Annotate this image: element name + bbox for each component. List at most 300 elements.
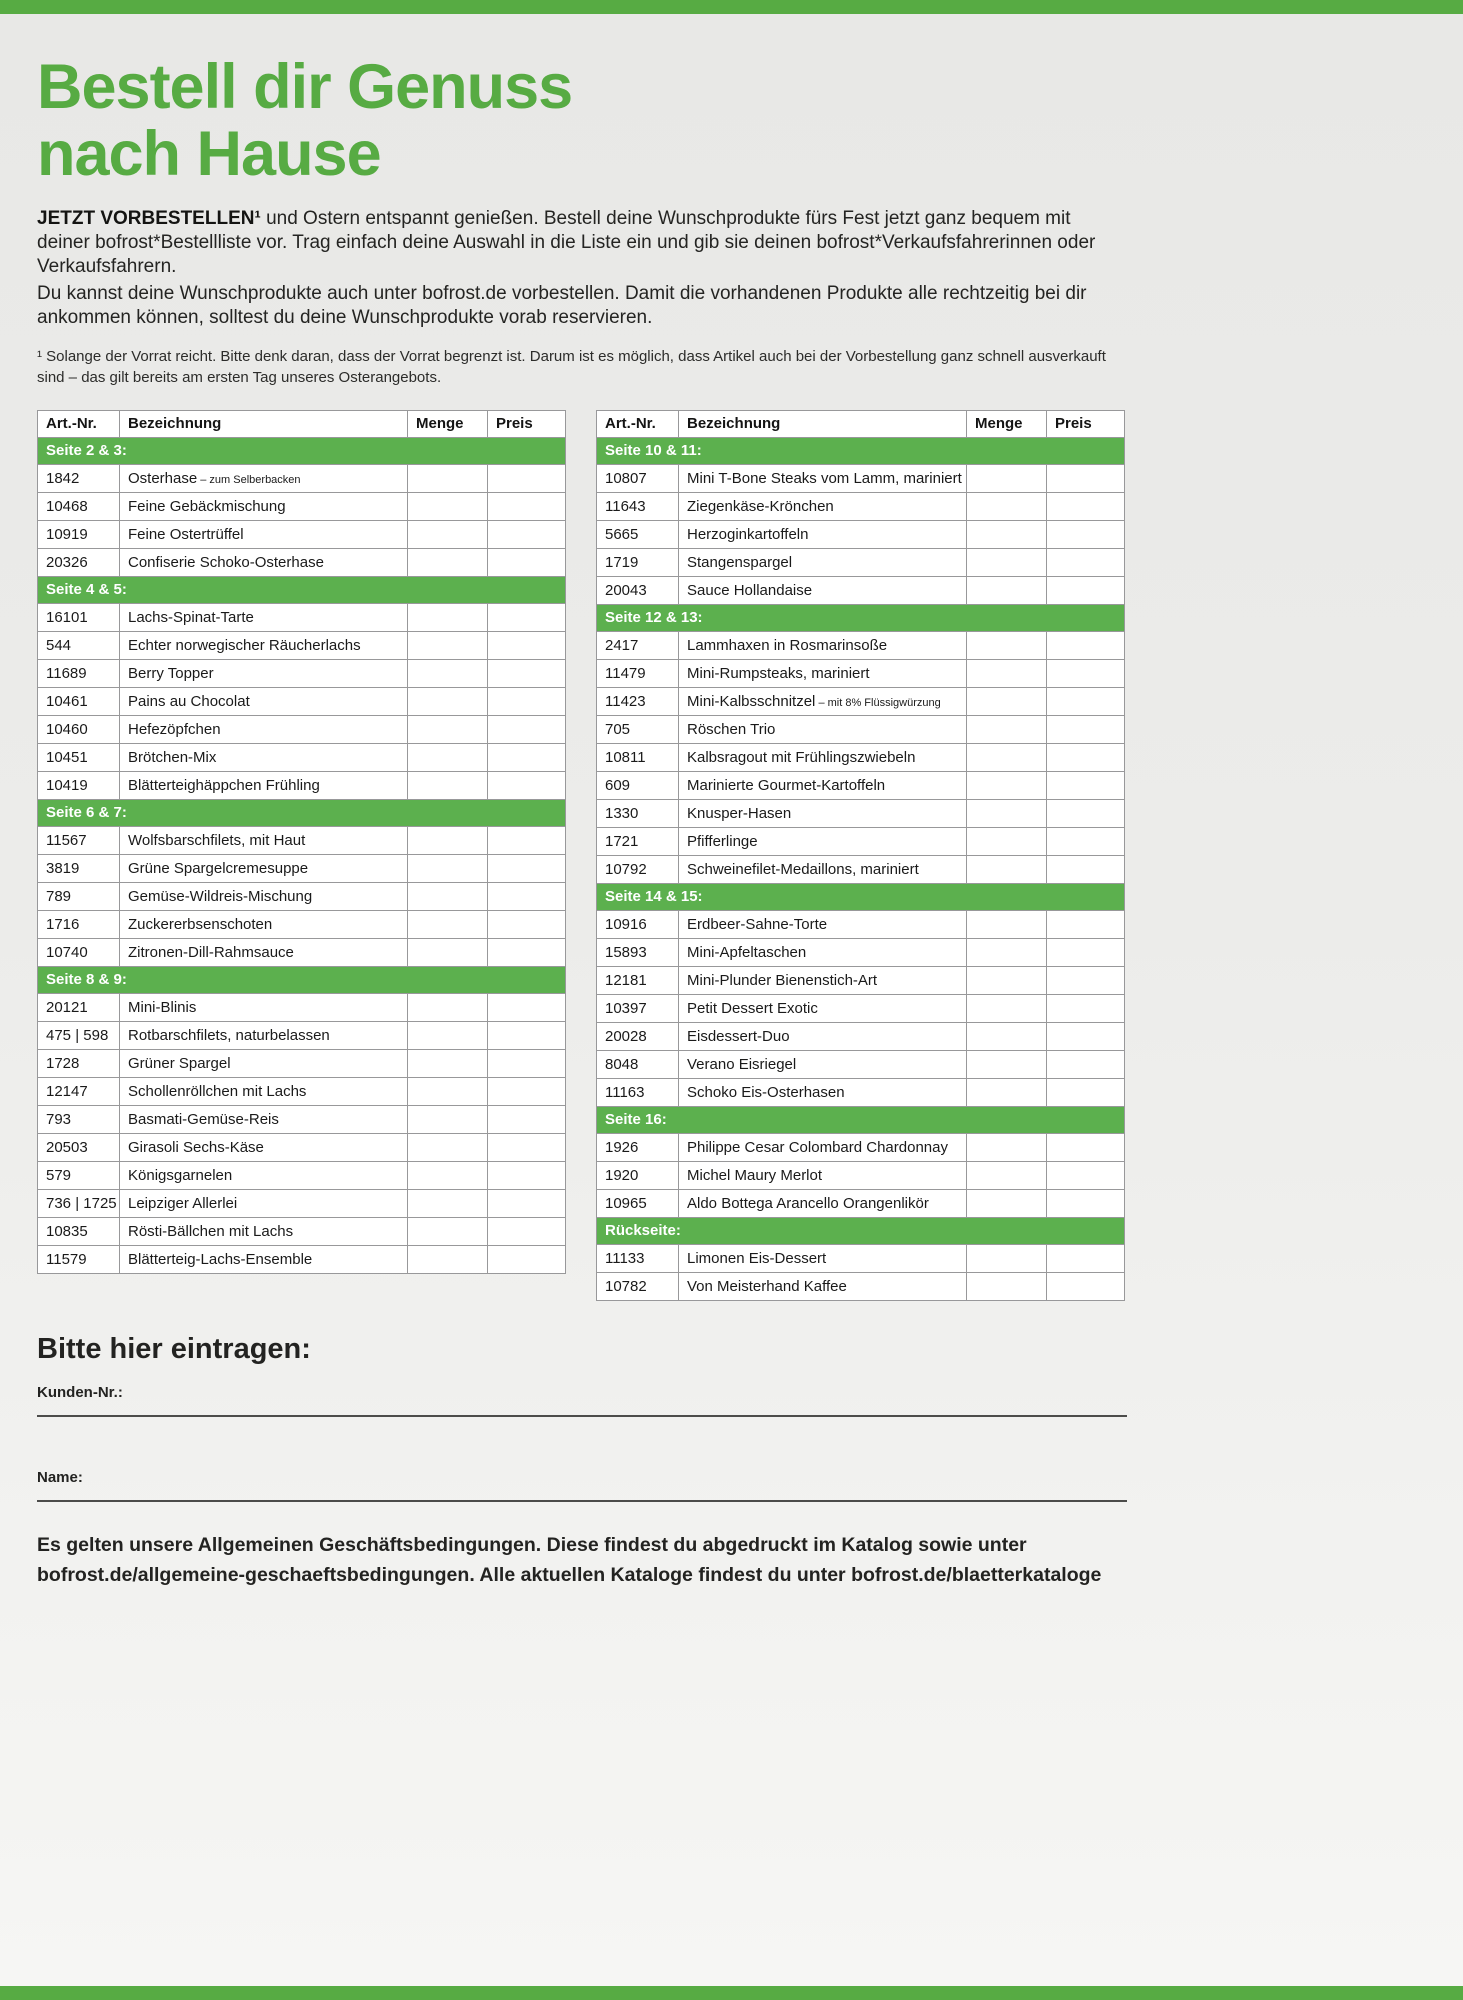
artnr-cell: 544 xyxy=(38,631,120,659)
product-note: – zum Selberbacken xyxy=(197,473,301,486)
menge-input-cell[interactable] xyxy=(408,492,488,520)
product-name-cell: Blätterteighäppchen Frühling xyxy=(120,771,408,799)
customer-number-label: Kunden-Nr.: xyxy=(37,1383,123,1401)
preis-input-cell[interactable] xyxy=(1047,1244,1125,1272)
artnr-cell: 20028 xyxy=(597,1022,679,1050)
product-name-cell: Königsgarnelen xyxy=(120,1161,408,1189)
artnr-cell: 793 xyxy=(38,1105,120,1133)
menge-input-cell[interactable] xyxy=(408,1049,488,1077)
product-name-cell: Feine Ostertrüffel xyxy=(120,520,408,548)
section-header-row xyxy=(597,1217,1125,1244)
section-header: Seite 2 & 3: xyxy=(38,437,566,464)
preis-input-cell[interactable] xyxy=(1047,576,1125,604)
menge-input-cell[interactable] xyxy=(408,771,488,799)
artnr-cell: 16101 xyxy=(38,603,120,631)
section-header: Seite 10 & 11: xyxy=(597,437,1125,464)
top-green-bar xyxy=(0,0,1463,14)
artnr-cell: 1719 xyxy=(597,548,679,576)
preis-input-cell[interactable] xyxy=(488,492,566,520)
column-header-artnr: Art.-Nr. xyxy=(597,410,679,437)
column-header-bezeichnung: Bezeichnung xyxy=(679,410,967,437)
artnr-cell: 8048 xyxy=(597,1050,679,1078)
artnr-cell: 11479 xyxy=(597,659,679,687)
preis-input-cell[interactable] xyxy=(1047,771,1125,799)
product-name-cell: Basmati-Gemüse-Reis xyxy=(120,1105,408,1133)
artnr-cell: 20503 xyxy=(38,1133,120,1161)
preis-input-cell[interactable] xyxy=(1047,520,1125,548)
table-row xyxy=(38,882,566,910)
table-row xyxy=(597,576,1125,604)
table-row xyxy=(38,520,566,548)
table-row xyxy=(38,603,566,631)
artnr-cell: 705 xyxy=(597,715,679,743)
product-name-cell: Ziegenkäse-Krönchen xyxy=(679,492,967,520)
table-row xyxy=(38,1049,566,1077)
bottom-green-bar xyxy=(0,1986,1463,2000)
menge-input-cell[interactable] xyxy=(408,464,488,492)
table-row xyxy=(38,993,566,1021)
artnr-cell: 10811 xyxy=(597,743,679,771)
preis-input-cell[interactable] xyxy=(488,938,566,966)
artnr-cell: 10835 xyxy=(38,1217,120,1245)
preis-input-cell[interactable] xyxy=(488,1161,566,1189)
table-header-row xyxy=(597,410,1125,437)
table-row xyxy=(597,855,1125,883)
artnr-cell: 11579 xyxy=(38,1245,120,1273)
table-row xyxy=(597,548,1125,576)
table-row xyxy=(597,464,1125,492)
product-name-cell: Hefezöpfchen xyxy=(120,715,408,743)
table-row xyxy=(38,687,566,715)
order-tables xyxy=(37,410,1127,1301)
menge-input-cell[interactable] xyxy=(967,548,1047,576)
menge-input-cell[interactable] xyxy=(408,1133,488,1161)
menge-input-cell[interactable] xyxy=(408,854,488,882)
artnr-cell: 12181 xyxy=(597,966,679,994)
menge-input-cell[interactable] xyxy=(408,520,488,548)
order-table-left xyxy=(37,410,566,1274)
preis-input-cell[interactable] xyxy=(488,1105,566,1133)
table-row xyxy=(38,492,566,520)
fill-in-heading: Bitte hier eintragen: xyxy=(37,1332,311,1365)
menge-input-cell[interactable] xyxy=(967,771,1047,799)
table-row xyxy=(38,826,566,854)
preis-input-cell[interactable] xyxy=(488,1049,566,1077)
table-row xyxy=(38,548,566,576)
preis-input-cell[interactable] xyxy=(488,993,566,1021)
section-header-row xyxy=(597,437,1125,464)
column-header-preis: Preis xyxy=(488,410,566,437)
section-header: Rückseite: xyxy=(597,1217,1125,1244)
artnr-cell: 10460 xyxy=(38,715,120,743)
product-name-cell: Wolfsbarschfilets, mit Haut xyxy=(120,826,408,854)
menge-input-cell[interactable] xyxy=(967,464,1047,492)
intro-paragraph-1 xyxy=(37,207,1127,279)
menge-input-cell[interactable] xyxy=(967,910,1047,938)
section-header-row xyxy=(597,604,1125,631)
table-row xyxy=(597,771,1125,799)
preis-input-cell[interactable] xyxy=(488,659,566,687)
artnr-cell: 11163 xyxy=(597,1078,679,1106)
artnr-cell: 10782 xyxy=(597,1272,679,1300)
product-name-cell: Rotbarschfilets, naturbelassen xyxy=(120,1021,408,1049)
table-row xyxy=(38,938,566,966)
product-name-cell: Kalbsragout mit Frühlingszwiebeln xyxy=(679,743,967,771)
preis-input-cell[interactable] xyxy=(1047,464,1125,492)
section-header-row xyxy=(38,437,566,464)
table-row xyxy=(38,743,566,771)
artnr-cell: 11689 xyxy=(38,659,120,687)
preis-input-cell[interactable] xyxy=(1047,910,1125,938)
column-header-artnr: Art.-Nr. xyxy=(38,410,120,437)
table-row xyxy=(38,1217,566,1245)
menge-input-cell[interactable] xyxy=(408,1161,488,1189)
table-header-row xyxy=(38,410,566,437)
table-row xyxy=(597,715,1125,743)
table-row xyxy=(38,910,566,938)
section-header-row xyxy=(597,883,1125,910)
table-row xyxy=(597,827,1125,855)
menge-input-cell[interactable] xyxy=(967,1133,1047,1161)
product-name-cell: Feine Gebäckmischung xyxy=(120,492,408,520)
preis-input-cell[interactable] xyxy=(1047,966,1125,994)
preis-input-cell[interactable] xyxy=(1047,659,1125,687)
preis-input-cell[interactable] xyxy=(488,882,566,910)
product-name-cell: Lammhaxen in Rosmarinsoße xyxy=(679,631,967,659)
table-row xyxy=(38,854,566,882)
table-row xyxy=(597,799,1125,827)
table-row xyxy=(597,1050,1125,1078)
artnr-cell: 20326 xyxy=(38,548,120,576)
preis-input-cell[interactable] xyxy=(1047,1050,1125,1078)
product-name-cell: Von Meisterhand Kaffee xyxy=(679,1272,967,1300)
table-row xyxy=(38,659,566,687)
product-name-cell: Stangenspargel xyxy=(679,548,967,576)
preis-input-cell[interactable] xyxy=(1047,1022,1125,1050)
page-title xyxy=(37,54,1127,189)
preis-input-cell[interactable] xyxy=(488,1217,566,1245)
product-name-cell: Lachs-Spinat-Tarte xyxy=(120,603,408,631)
product-name-cell: Herzoginkartoffeln xyxy=(679,520,967,548)
section-header-row xyxy=(597,1106,1125,1133)
artnr-cell: 10419 xyxy=(38,771,120,799)
section-header: Seite 14 & 15: xyxy=(597,883,1125,910)
menge-input-cell[interactable] xyxy=(967,1272,1047,1300)
menge-input-cell[interactable] xyxy=(408,882,488,910)
product-name-cell: Girasoli Sechs-Käse xyxy=(120,1133,408,1161)
preis-input-cell[interactable] xyxy=(1047,855,1125,883)
product-name-cell: Michel Maury Merlot xyxy=(679,1161,967,1189)
product-name-cell: Mini-Rumpsteaks, mariniert xyxy=(679,659,967,687)
product-name-cell: Petit Dessert Exotic xyxy=(679,994,967,1022)
artnr-cell: 5665 xyxy=(597,520,679,548)
table-row xyxy=(597,659,1125,687)
product-name-cell: Brötchen-Mix xyxy=(120,743,408,771)
table-row xyxy=(597,1272,1125,1300)
table-row xyxy=(597,910,1125,938)
column-header-menge: Menge xyxy=(967,410,1047,437)
menge-input-cell[interactable] xyxy=(967,1022,1047,1050)
preis-input-cell[interactable] xyxy=(1047,938,1125,966)
product-name-cell: Rösti-Bällchen mit Lachs xyxy=(120,1217,408,1245)
artnr-cell: 10916 xyxy=(597,910,679,938)
artnr-cell: 11133 xyxy=(597,1244,679,1272)
product-name-cell: Mini-Apfeltaschen xyxy=(679,938,967,966)
product-name-cell: Röschen Trio xyxy=(679,715,967,743)
preis-input-cell[interactable] xyxy=(488,743,566,771)
menge-input-cell[interactable] xyxy=(408,826,488,854)
menge-input-cell[interactable] xyxy=(408,631,488,659)
product-name-cell: Osterhase – zum Selberbacken xyxy=(120,464,408,492)
menge-input-cell[interactable] xyxy=(408,603,488,631)
section-header: Seite 12 & 13: xyxy=(597,604,1125,631)
table-row xyxy=(597,1189,1125,1217)
artnr-cell: 11423 xyxy=(597,687,679,715)
preis-input-cell[interactable] xyxy=(1047,492,1125,520)
order-table-right-body xyxy=(597,437,1125,1300)
product-name-cell: Grüner Spargel xyxy=(120,1049,408,1077)
preis-input-cell[interactable] xyxy=(1047,827,1125,855)
preis-input-cell[interactable] xyxy=(488,464,566,492)
product-name-cell: Confiserie Schoko-Osterhase xyxy=(120,548,408,576)
preis-input-cell[interactable] xyxy=(488,1245,566,1273)
product-name-cell: Berry Topper xyxy=(120,659,408,687)
table-row xyxy=(38,464,566,492)
table-row xyxy=(38,1189,566,1217)
menge-input-cell[interactable] xyxy=(408,1077,488,1105)
order-table-right xyxy=(596,410,1125,1301)
preis-input-cell[interactable] xyxy=(1047,548,1125,576)
menge-input-cell[interactable] xyxy=(408,1245,488,1273)
preis-input-cell[interactable] xyxy=(1047,799,1125,827)
column-header-preis: Preis xyxy=(1047,410,1125,437)
menge-input-cell[interactable] xyxy=(408,687,488,715)
section-header: Seite 16: xyxy=(597,1106,1125,1133)
preis-input-cell[interactable] xyxy=(488,910,566,938)
customer-number-line[interactable] xyxy=(37,1415,1127,1417)
preis-input-cell[interactable] xyxy=(1047,994,1125,1022)
menge-input-cell[interactable] xyxy=(967,1161,1047,1189)
table-row xyxy=(597,687,1125,715)
menge-input-cell[interactable] xyxy=(408,1189,488,1217)
footnote-text: ¹ Solange der Vorrat reicht. Bitte denk daran, dass der Vorrat begrenzt ist. Darum ist es möglich, dass Artikel auch bei der Vorbestellung ganz schnell ausverkauft sind – das gilt bereits am ersten Tag unseres Osterangebots. xyxy=(37,347,1106,386)
preis-input-cell[interactable] xyxy=(488,548,566,576)
preis-input-cell[interactable] xyxy=(488,771,566,799)
table-row xyxy=(597,1244,1125,1272)
artnr-cell: 10461 xyxy=(38,687,120,715)
menge-input-cell[interactable] xyxy=(408,548,488,576)
menge-input-cell[interactable] xyxy=(967,576,1047,604)
preis-input-cell[interactable] xyxy=(488,1133,566,1161)
intro-lead: JETZT VORBESTELLEN¹ xyxy=(37,207,261,229)
intro-paragraph-2: Du kannst deine Wunschprodukte auch unter bofrost.de vorbestellen. Damit die vorhandenen Produkte alle rechtzeitig bei dir ankommen können, solltest du deine Wunschprodukte vorab reservieren. xyxy=(37,282,1087,328)
table-row xyxy=(597,966,1125,994)
section-header-row xyxy=(38,576,566,603)
product-name-cell: Erdbeer-Sahne-Torte xyxy=(679,910,967,938)
artnr-cell: 10468 xyxy=(38,492,120,520)
product-name-cell: Knusper-Hasen xyxy=(679,799,967,827)
product-name-cell: Marinierte Gourmet-Kartoffeln xyxy=(679,771,967,799)
product-name-cell: Mini-Plunder Bienenstich-Art xyxy=(679,966,967,994)
section-header: Seite 8 & 9: xyxy=(38,966,566,993)
menge-input-cell[interactable] xyxy=(967,687,1047,715)
product-name-cell: Gemüse-Wildreis-Mischung xyxy=(120,882,408,910)
preis-input-cell[interactable] xyxy=(1047,1189,1125,1217)
table-row xyxy=(597,1161,1125,1189)
product-name-cell: Pfifferlinge xyxy=(679,827,967,855)
artnr-cell: 20043 xyxy=(597,576,679,604)
product-name-cell: Sauce Hollandaise xyxy=(679,576,967,604)
page-title-line1: Bestell dir Genuss xyxy=(37,52,573,122)
menge-input-cell[interactable] xyxy=(967,938,1047,966)
artnr-cell: 10807 xyxy=(597,464,679,492)
product-name-cell: Eisdessert-Duo xyxy=(679,1022,967,1050)
preis-input-cell[interactable] xyxy=(488,826,566,854)
menge-input-cell[interactable] xyxy=(408,993,488,1021)
product-name-cell: Echter norwegischer Räucherlachs xyxy=(120,631,408,659)
preis-input-cell[interactable] xyxy=(1047,743,1125,771)
product-name-cell: Aldo Bottega Arancello Orangenlikör xyxy=(679,1189,967,1217)
table-row xyxy=(597,743,1125,771)
section-header-row xyxy=(38,966,566,993)
product-name-cell: Schoko Eis-Osterhasen xyxy=(679,1078,967,1106)
artnr-cell: 609 xyxy=(597,771,679,799)
artnr-cell: 10792 xyxy=(597,855,679,883)
table-row xyxy=(597,492,1125,520)
artnr-cell: 10397 xyxy=(597,994,679,1022)
menge-input-cell[interactable] xyxy=(967,799,1047,827)
menge-input-cell[interactable] xyxy=(408,1217,488,1245)
artnr-cell: 1842 xyxy=(38,464,120,492)
artnr-cell: 579 xyxy=(38,1161,120,1189)
artnr-cell: 736 | 1725 xyxy=(38,1189,120,1217)
menge-input-cell[interactable] xyxy=(967,715,1047,743)
menge-input-cell[interactable] xyxy=(967,855,1047,883)
preis-input-cell[interactable] xyxy=(1047,1078,1125,1106)
preis-input-cell[interactable] xyxy=(488,520,566,548)
menge-input-cell[interactable] xyxy=(967,966,1047,994)
menge-input-cell[interactable] xyxy=(967,743,1047,771)
column-header-menge: Menge xyxy=(408,410,488,437)
section-header: Seite 6 & 7: xyxy=(38,799,566,826)
artnr-cell: 789 xyxy=(38,882,120,910)
artnr-cell: 1721 xyxy=(597,827,679,855)
table-row xyxy=(597,1022,1125,1050)
menge-input-cell[interactable] xyxy=(967,994,1047,1022)
artnr-cell: 2417 xyxy=(597,631,679,659)
artnr-cell: 11567 xyxy=(38,826,120,854)
table-row xyxy=(597,1133,1125,1161)
order-table-left-body xyxy=(38,437,566,1273)
menge-input-cell[interactable] xyxy=(408,1021,488,1049)
table-row xyxy=(38,1133,566,1161)
section-header: Seite 4 & 5: xyxy=(38,576,566,603)
name-line[interactable] xyxy=(37,1500,1127,1502)
table-row xyxy=(38,1105,566,1133)
artnr-cell: 10965 xyxy=(597,1189,679,1217)
product-name-cell: Mini-Blinis xyxy=(120,993,408,1021)
table-row xyxy=(597,938,1125,966)
menge-input-cell[interactable] xyxy=(408,659,488,687)
preis-input-cell[interactable] xyxy=(488,687,566,715)
section-header-row xyxy=(38,799,566,826)
artnr-cell: 20121 xyxy=(38,993,120,1021)
table-row xyxy=(38,1245,566,1273)
preis-input-cell[interactable] xyxy=(488,603,566,631)
product-name-cell: Mini-Kalbsschnitzel – mit 8% Flüssigwürzung xyxy=(679,687,967,715)
menge-input-cell[interactable] xyxy=(967,1244,1047,1272)
artnr-cell: 11643 xyxy=(597,492,679,520)
name-label: Name: xyxy=(37,1468,83,1486)
table-row xyxy=(38,1077,566,1105)
page-title-line2: nach Hause xyxy=(37,119,381,190)
product-name-cell: Schollenröllchen mit Lachs xyxy=(120,1077,408,1105)
artnr-cell: 10451 xyxy=(38,743,120,771)
product-name-cell: Philippe Cesar Colombard Chardonnay xyxy=(679,1133,967,1161)
preis-input-cell[interactable] xyxy=(488,1021,566,1049)
menge-input-cell[interactable] xyxy=(967,659,1047,687)
product-name-cell: Limonen Eis-Dessert xyxy=(679,1244,967,1272)
table-row xyxy=(38,1021,566,1049)
page-content xyxy=(37,54,1127,1590)
menge-input-cell[interactable] xyxy=(408,910,488,938)
preis-input-cell[interactable] xyxy=(488,1189,566,1217)
table-row xyxy=(597,994,1125,1022)
preis-input-cell[interactable] xyxy=(488,1077,566,1105)
artnr-cell: 1716 xyxy=(38,910,120,938)
table-row xyxy=(597,631,1125,659)
artnr-cell: 475 | 598 xyxy=(38,1021,120,1049)
column-header-bezeichnung: Bezeichnung xyxy=(120,410,408,437)
artnr-cell: 15893 xyxy=(597,938,679,966)
product-name-cell: Grüne Spargelcremesuppe xyxy=(120,854,408,882)
menge-input-cell[interactable] xyxy=(967,520,1047,548)
product-name-cell: Mini T-Bone Steaks vom Lamm, mariniert xyxy=(679,464,967,492)
product-name-cell: Zuckererbsenschoten xyxy=(120,910,408,938)
artnr-cell: 1926 xyxy=(597,1133,679,1161)
preis-input-cell[interactable] xyxy=(1047,715,1125,743)
menge-input-cell[interactable] xyxy=(967,1050,1047,1078)
menge-input-cell[interactable] xyxy=(967,631,1047,659)
product-name-cell: Blätterteig-Lachs-Ensemble xyxy=(120,1245,408,1273)
preis-input-cell[interactable] xyxy=(1047,1133,1125,1161)
menge-input-cell[interactable] xyxy=(408,1105,488,1133)
preis-input-cell[interactable] xyxy=(1047,631,1125,659)
table-row xyxy=(597,1078,1125,1106)
menge-input-cell[interactable] xyxy=(408,715,488,743)
preis-input-cell[interactable] xyxy=(488,715,566,743)
artnr-cell: 10740 xyxy=(38,938,120,966)
preis-input-cell[interactable] xyxy=(1047,1161,1125,1189)
preis-input-cell[interactable] xyxy=(488,854,566,882)
preis-input-cell[interactable] xyxy=(1047,1272,1125,1300)
product-name-cell: Pains au Chocolat xyxy=(120,687,408,715)
table-row xyxy=(38,1161,566,1189)
menge-input-cell[interactable] xyxy=(408,938,488,966)
menge-input-cell[interactable] xyxy=(408,743,488,771)
terms-text: Es gelten unsere Allgemeinen Geschäftsbedingungen. Diese findest du abgedruckt im Katalog sowie unter bofrost.de/allgemeine-geschaeftsbedingungen. Alle aktuellen Kataloge findest du unter bofrost.de/blaetterkataloge xyxy=(37,1533,1102,1586)
menge-input-cell[interactable] xyxy=(967,492,1047,520)
table-row xyxy=(38,771,566,799)
preis-input-cell[interactable] xyxy=(488,631,566,659)
product-note: – mit 8% Flüssigwürzung xyxy=(815,696,941,709)
artnr-cell: 1920 xyxy=(597,1161,679,1189)
menge-input-cell[interactable] xyxy=(967,1078,1047,1106)
menge-input-cell[interactable] xyxy=(967,1189,1047,1217)
preis-input-cell[interactable] xyxy=(1047,687,1125,715)
artnr-cell: 1728 xyxy=(38,1049,120,1077)
menge-input-cell[interactable] xyxy=(967,827,1047,855)
